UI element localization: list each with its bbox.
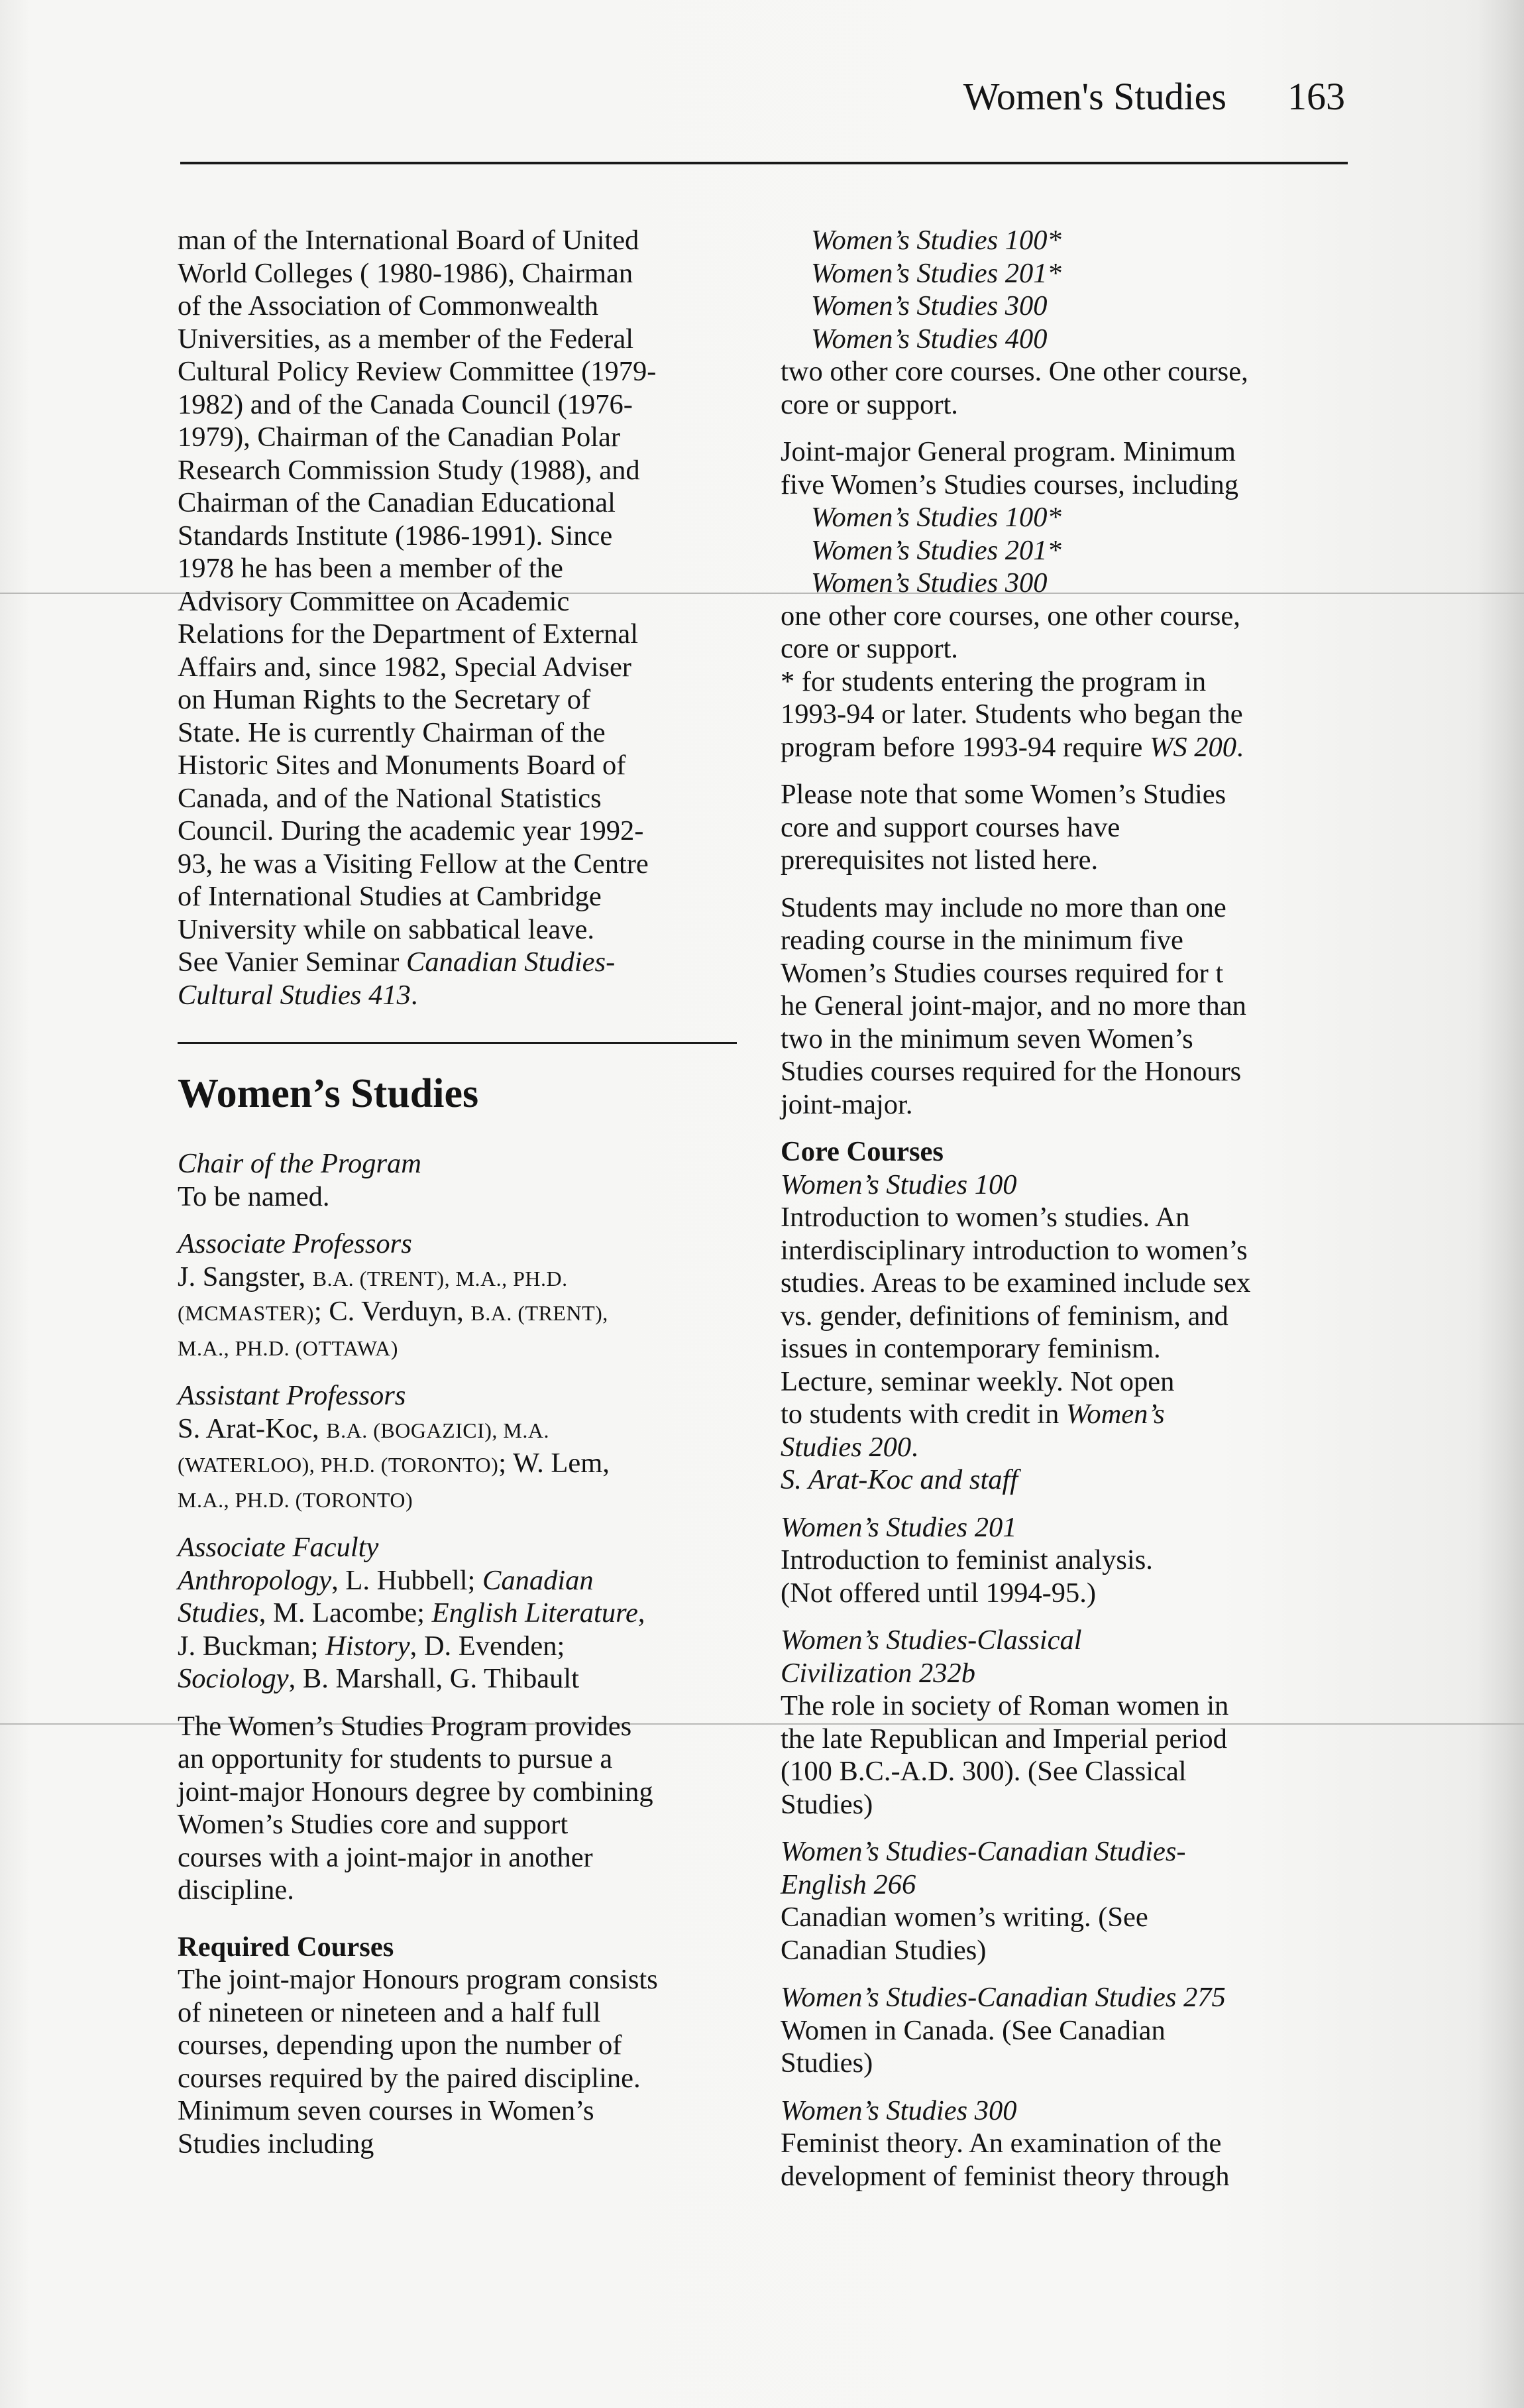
- text-line: The joint-major Honours program consists: [178, 1964, 658, 1995]
- text-line: Historic Sites and Monuments Board of: [178, 750, 626, 781]
- faculty-line: [178, 1482, 747, 1517]
- running-head: [914, 74, 1345, 119]
- required-course: Women’s Studies 300: [811, 290, 1048, 321]
- discipline: Sociology: [178, 1663, 289, 1694]
- text-line: [781, 1431, 1344, 1464]
- text-line: core and support courses have: [781, 811, 1120, 843]
- text-line: courses required by the paired discipline.: [178, 2062, 641, 2094]
- honours-requirements: [781, 224, 1344, 421]
- text-line: Lecture, seminar weekly. Not open: [781, 1365, 1175, 1397]
- course-instructor: S. Arat-Koc and staff: [781, 1464, 1018, 1495]
- header-rule: [180, 162, 1348, 164]
- text-line: Canadian Studies): [781, 1934, 987, 1966]
- text-line: Council. During the academic year 1992-: [178, 815, 644, 846]
- text-line: two other core courses. One other course,: [781, 356, 1248, 387]
- faculty-name: ; W. Lem,: [498, 1448, 610, 1479]
- course-title: Women’s Studies 201: [781, 1511, 1017, 1543]
- text-line: [781, 731, 1344, 764]
- punctuation: ,: [637, 1597, 645, 1629]
- faculty-degrees: B.A. (BOGAZICI), M.A.: [326, 1418, 549, 1442]
- faculty-degrees: M.A., PH.D. (OTTAWA): [178, 1336, 398, 1360]
- text-line: 93, he was a Visiting Fellow at the Centre: [178, 848, 649, 880]
- program-description: [178, 1710, 747, 1907]
- text-line: Cultural Policy Review Committee (1979-: [178, 356, 657, 387]
- text-line: vs. gender, definitions of feminism, and: [781, 1300, 1228, 1332]
- faculty-name: J. Sangster,: [178, 1261, 313, 1292]
- text-line: Women’s Studies core and support: [178, 1809, 569, 1840]
- faculty-line: [178, 1261, 747, 1296]
- text-line: core or support.: [781, 388, 958, 420]
- page-edge-shadow: [1478, 0, 1524, 2408]
- text-line: he General joint-major, and no more than: [781, 990, 1246, 1021]
- see-reference-line: [178, 979, 747, 1012]
- right-column: [781, 224, 1344, 2207]
- text-line: Introduction to feminist analysis.: [781, 1544, 1153, 1576]
- text-line: on Human Rights to the Secretary of: [178, 684, 591, 715]
- text-line: World Colleges ( 1980-1986), Chairman: [178, 257, 633, 289]
- see-text: .: [410, 979, 418, 1011]
- associate-faculty-label: Associate Faculty: [178, 1532, 379, 1563]
- text-line: issues in contemporary feminism.: [781, 1333, 1161, 1364]
- reading-course-note: [781, 891, 1344, 1121]
- faculty-line: [178, 1662, 747, 1695]
- faculty-name: , M. Lacombe;: [258, 1597, 432, 1629]
- faculty-line: [178, 1630, 747, 1663]
- required-course: Women’s Studies 201*: [811, 534, 1061, 566]
- faculty-line: [178, 1447, 747, 1482]
- discipline: Canadian: [482, 1564, 594, 1596]
- discipline: Anthropology: [178, 1564, 332, 1596]
- text-line: Students may include no more than one: [781, 891, 1226, 923]
- text-line: one other core courses, one other course,: [781, 600, 1240, 632]
- section-rule: [178, 1042, 737, 1044]
- text-line: courses with a joint-major in another: [178, 1841, 593, 1873]
- associate-professors-label: Associate Professors: [178, 1228, 412, 1259]
- text-line: Feminist theory. An examination of the: [781, 2128, 1222, 2159]
- text-line: Studies): [781, 2047, 873, 2079]
- text-line: the late Republican and Imperial period: [781, 1723, 1227, 1754]
- required-courses-heading: Required Courses: [178, 1931, 394, 1963]
- text-line: joint-major Honours degree by combining: [178, 1776, 653, 1807]
- course-300: [781, 2094, 1344, 2193]
- course-code: WS 200: [1150, 731, 1237, 763]
- course-275: [781, 1981, 1344, 2080]
- faculty-degrees: B.A. (TRENT),: [470, 1301, 608, 1325]
- text-line: [781, 1398, 1344, 1431]
- text-line: development of feminist theory through: [781, 2160, 1230, 2192]
- faculty-name: , L. Hubbell;: [331, 1564, 482, 1596]
- text-line: (100 B.C.-A.D. 300). (See Classical: [781, 1756, 1187, 1787]
- course-100: [781, 1135, 1344, 1497]
- text-line: Studies courses required for the Honours: [781, 1056, 1242, 1087]
- required-course: Women’s Studies 201*: [811, 257, 1061, 289]
- course-title: Women’s Studies-Canadian Studies-: [781, 1836, 1186, 1867]
- text-line: Affairs and, since 1982, Special Adviser: [178, 651, 631, 683]
- text-line: of International Studies at Cambridge: [178, 881, 602, 912]
- text-line: courses, depending upon the number of: [178, 2030, 622, 2061]
- text-line: 1979), Chairman of the Canadian Polar: [178, 422, 621, 453]
- biography-paragraph: [178, 224, 747, 1011]
- discipline: English Literature: [431, 1597, 638, 1629]
- punctuation: .: [911, 1431, 918, 1463]
- left-column: [178, 224, 747, 2175]
- text-line: joint-major.: [781, 1088, 913, 1120]
- text-line: reading course in the minimum five: [781, 925, 1183, 956]
- prerequisite-note: [781, 778, 1344, 877]
- punctuation: .: [1236, 731, 1244, 763]
- text-line: Universities, as a member of the Federal: [178, 323, 634, 355]
- core-courses-heading: Core Courses: [781, 1136, 944, 1167]
- text-line: Canadian women’s writing. (See: [781, 1902, 1148, 1933]
- faculty-line: [178, 1412, 747, 1448]
- faculty-name: ; C. Verduyn,: [313, 1296, 471, 1327]
- chair-block: [178, 1147, 747, 1213]
- text-line: 1982) and of the Canada Council (1976-: [178, 388, 633, 420]
- chair-label: Chair of the Program: [178, 1148, 421, 1179]
- required-course: Women’s Studies 400: [811, 323, 1048, 355]
- course-title: Women’s Studies 300: [781, 2094, 1017, 2126]
- see-course-title: Canadian Studies-: [406, 946, 616, 978]
- text-line: Standards Institute (1986-1991). Since: [178, 520, 613, 551]
- text-line: Advisory Committee on Academic: [178, 585, 570, 617]
- faculty-name: J. Buckman;: [178, 1630, 326, 1662]
- course-title: Studies 200: [781, 1431, 912, 1463]
- text-line: studies. Areas to be examined include sex: [781, 1267, 1251, 1298]
- course-title: Women’s Studies-Canadian Studies 275: [781, 1982, 1226, 2013]
- text-line: The role in society of Roman women in: [781, 1690, 1229, 1721]
- faculty-degrees: B.A. (TRENT), M.A., PH.D.: [312, 1266, 568, 1290]
- text-line: Women in Canada. (See Canadian: [781, 2014, 1166, 2046]
- associate-faculty-block: [178, 1531, 747, 1695]
- running-head-title: Women's Studies: [963, 75, 1226, 118]
- text-line: Joint-major General program. Minimum: [781, 436, 1236, 467]
- assistant-professors-block: [178, 1379, 747, 1517]
- text-line: Minimum seven courses in Women’s: [178, 2095, 594, 2126]
- text-line: 1978 he has been a member of the: [178, 553, 563, 584]
- text-line: of the Association of Commonwealth: [178, 290, 599, 321]
- course-title: English 266: [781, 1868, 916, 1900]
- faculty-line: [178, 1295, 747, 1330]
- text-line: Studies including: [178, 2128, 374, 2159]
- text-line: The Women’s Studies Program provides: [178, 1710, 632, 1742]
- text-line: 1993-94 or later. Students who began the: [781, 699, 1243, 730]
- text-line: five Women’s Studies courses, including: [781, 469, 1239, 500]
- see-course-title: Cultural Studies 413: [178, 979, 411, 1011]
- text-line: Relations for the Department of External: [178, 618, 639, 650]
- text-line: Canada, and of the National Statistics: [178, 782, 602, 814]
- see-text: See Vanier Seminar: [178, 946, 407, 978]
- text-line: Research Commission Study (1988), and: [178, 454, 640, 486]
- section-title: Women’s Studies: [178, 1071, 479, 1116]
- faculty-name: , B. Marshall, G. Thibault: [288, 1663, 579, 1694]
- course-title: Women’s Studies 100: [781, 1169, 1017, 1200]
- text-line: to students with credit in: [781, 1399, 1066, 1430]
- text-line: University while on sabbatical leave.: [178, 913, 595, 945]
- course-266: [781, 1835, 1344, 1967]
- general-requirements: [781, 435, 1344, 764]
- faculty-degrees: (WATERLOO), PH.D. (TORONTO): [178, 1453, 499, 1477]
- course-201: [781, 1511, 1344, 1610]
- assistant-professors-label: Assistant Professors: [178, 1380, 406, 1411]
- course-title: Women’s Studies-Classical: [781, 1625, 1082, 1656]
- text-line: program before 1993-94 require: [781, 731, 1150, 763]
- text-line: * for students entering the program in: [781, 665, 1207, 697]
- course-232b: [781, 1624, 1344, 1821]
- required-course: Women’s Studies 100*: [811, 225, 1061, 256]
- text-line: of nineteen or nineteen and a half full: [178, 1996, 601, 2028]
- text-line: prerequisites not listed here.: [781, 844, 1099, 876]
- text-line: (Not offered until 1994-95.): [781, 1577, 1097, 1609]
- text-line: discipline.: [178, 1874, 294, 1906]
- required-courses-block: [178, 1931, 747, 2161]
- text-line: Please note that some Women’s Studies: [781, 779, 1226, 810]
- faculty-line: [178, 1564, 747, 1597]
- associate-professors-block: [178, 1228, 747, 1365]
- text-line: man of the International Board of United: [178, 225, 639, 256]
- faculty-name: S. Arat-Koc,: [178, 1412, 327, 1444]
- text-line: core or support.: [781, 633, 958, 664]
- discipline: History: [325, 1630, 410, 1662]
- text-line: State. He is currently Chairman of the: [178, 717, 606, 748]
- faculty-line: [178, 1330, 747, 1365]
- discipline: Studies: [178, 1597, 259, 1629]
- text-line: Chairman of the Canadian Educational: [178, 487, 616, 518]
- text-line: two in the minimum seven Women’s: [781, 1023, 1193, 1055]
- text-line: interdisciplinary introduction to women’s: [781, 1234, 1248, 1266]
- required-course: Women’s Studies 300: [811, 567, 1048, 599]
- faculty-degrees: M.A., PH.D. (TORONTO): [178, 1487, 413, 1512]
- see-reference-line: [178, 946, 747, 979]
- course-title: Women’s: [1065, 1399, 1165, 1430]
- faculty-degrees: (MCMASTER): [178, 1301, 314, 1325]
- text-line: an opportunity for students to pursue a: [178, 1743, 613, 1774]
- text-line: Studies): [781, 1788, 873, 1820]
- required-course: Women’s Studies 100*: [811, 502, 1061, 533]
- chair-value: To be named.: [178, 1180, 330, 1212]
- page-number: 163: [1287, 75, 1345, 118]
- faculty-line: [178, 1597, 747, 1630]
- text-line: Women’s Studies courses required for t: [781, 957, 1224, 989]
- faculty-name: , D. Evenden;: [409, 1630, 565, 1662]
- text-line: Introduction to women’s studies. An: [781, 1202, 1190, 1233]
- course-title: Civilization 232b: [781, 1657, 975, 1689]
